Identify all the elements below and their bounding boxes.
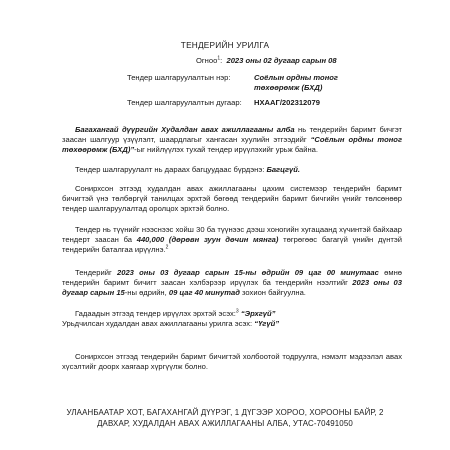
body-text: -ны өдрийн, — [124, 288, 169, 297]
tender-number-row — [127, 98, 320, 108]
body-text: -ыг нийлүүлэх тухай тендер ирүүлэхийг урьж байна. — [134, 145, 318, 154]
body-text: Тендер нь түүнийг нээснээс хойш 30 ба түүнээс дээш хоногийн хугацаанд хүчинтэй байхаар тендерт заасан ба — [62, 225, 402, 244]
paragraph-deadline — [62, 268, 402, 298]
tender-number-value: НХААГ/202312079 — [254, 98, 320, 107]
document-title: ТЕНДЕРИЙН УРИЛГА — [180, 40, 270, 50]
tender-number-label: Тендер шалгаруулалтын дугаар: — [127, 98, 242, 107]
body-text: Сонирхсон этгээд худалдан авах ажиллагааны цахим системээр тендерийн баримт бичигтэй үнэ төлбөргүй танилцах эрхтэй бөгөөд тендерийн баримт бичгийн үнийг төлсөнөөр тендер шалгаруулалтад оролцох эрхтэй болно. — [62, 184, 402, 213]
paragraph-invitation — [62, 125, 402, 155]
emphasis-text: “Үгүй” — [254, 319, 280, 328]
paragraph-clarification — [62, 352, 402, 372]
emphasis-text: “Эрхгүй” — [240, 309, 276, 318]
emphasis-text: 440,000 (дөрөвн зуун дөчин мянга) — [136, 235, 279, 244]
tender-name-label: Тендер шалгаруулалтын нэр: — [127, 73, 231, 82]
date-value: 2023 оны 02 дугаар сарын 08 — [226, 56, 337, 65]
body-text: төгрөгөөс багагүй үнийн дүнтэй тендерийн баталгаа ирүүлнэ. — [62, 235, 402, 254]
emphasis-text: 2023 оны 03 дугаар сарын 15 — [62, 278, 402, 297]
paragraph-lots — [62, 165, 402, 175]
date-label: Огноо$^1$: — [196, 55, 223, 65]
tender-name-value: Соёлын ордны тоног төхөөрөмж (БХД) — [254, 73, 338, 92]
body-text: Тендерийг — [75, 268, 117, 277]
address-footer — [40, 407, 410, 429]
tender-name-row — [127, 73, 374, 93]
address-line-2: ДАВХАР, ХУДАЛДАН АВАХ АЖИЛЛАГААНЫ АЛБА, УТАС-70491050 — [97, 419, 353, 428]
emphasis-text: Багахангай дүүргийн Худалдан авах ажиллагааны алба — [75, 125, 295, 134]
body-text: Гадаадын этгээд тендер ирүүлэх эрхтэй эсэх: — [75, 309, 236, 318]
emphasis-text: 09 цаг 40 минутад — [168, 288, 240, 297]
date-row — [196, 56, 337, 66]
emphasis-text: “Соёлын ордны тоног төхөөрөмж (БХД)” — [62, 135, 402, 154]
body-text: Урьдчилсан худалдан авах ажиллагааны урилга эсэх: — [62, 319, 255, 328]
footnote-marker: 2 — [165, 244, 169, 251]
body-text: зохион байгуулна. — [239, 288, 306, 297]
footnote-marker: 1 — [217, 55, 221, 62]
body-text: нь тендерийн баримт бичгэт заасан шалгуур үзүүлэлт, шаардлагыг хангасан хуулийн этгээдийг — [62, 125, 402, 144]
body-text: Сонирхсон этгээд тендерийн баримт бичигтэй холбоотой тодруулга, нэмэлт мэдээлэл авах хүсэлтийг доорх хаягаар хүргүүлж болно. — [62, 352, 402, 371]
body-text: Тендер шалгаруулалт нь дараах багцуудаас бүрдэнэ: — [75, 165, 267, 174]
paragraph-eligibility — [62, 309, 402, 329]
emphasis-text: 2023 оны 03 дугаар сарын 15-ны өдрийн 09 цаг 00 минутаас — [117, 268, 379, 277]
paragraph-documents — [62, 184, 402, 214]
address-line-1: УЛААНБААТАР ХОТ, БАГАХАНГАЙ ДҮҮРЭГ, 1 ДҮГЭЭР ХОРОО, ХОРООНЫ БАЙР, 2 — [66, 408, 384, 417]
body-text: өмнө тендерийн баримт бичигт заасан хэлбэрээр ирүүлэх ба тендерийн нээлтийг — [62, 268, 402, 287]
footnote-marker: 3 — [235, 308, 239, 315]
paragraph-security — [62, 225, 402, 255]
emphasis-text: Багцгүй. — [266, 165, 301, 174]
